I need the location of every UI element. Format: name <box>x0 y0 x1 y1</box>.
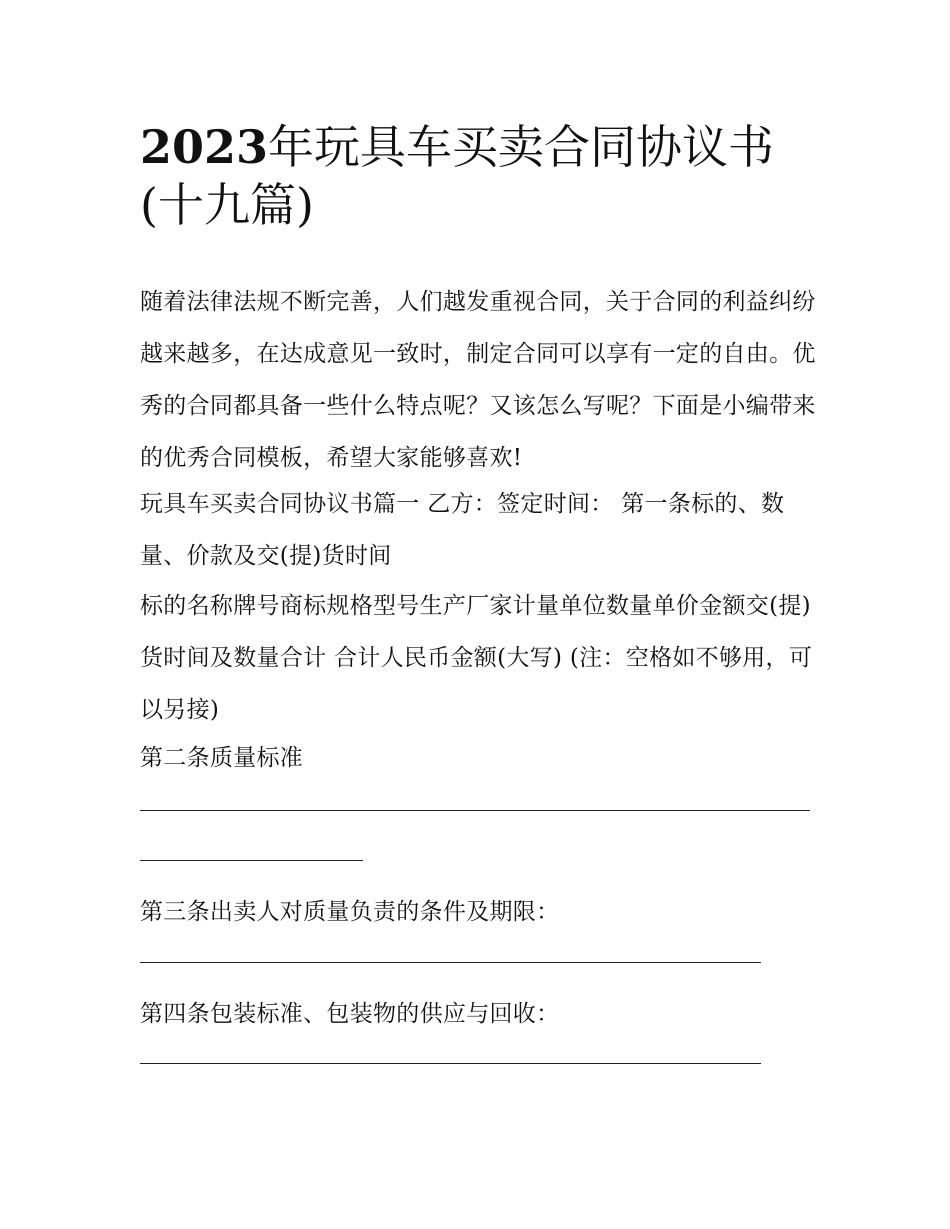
title-year: 2023 <box>140 120 269 174</box>
fill-in-line <box>140 962 761 963</box>
document-title <box>140 118 820 234</box>
fill-in-line <box>140 860 363 861</box>
fill-in-line <box>140 810 810 811</box>
section-2-heading: 第二条质量标准 <box>140 745 304 771</box>
fill-in-line <box>140 1063 761 1064</box>
section-3-heading: 第三条出卖人对质量负责的条件及期限： <box>140 899 560 925</box>
table-note-paragraph: 标的名称牌号商标规格型号生产厂家计量单位数量单价金额交(提)货时间及数量合计 合计人民币金额(大写) (注：空格如不够用，可以另接) <box>140 593 813 723</box>
title-text: 年玩具车买卖合同协议书(十九篇) <box>140 120 775 232</box>
intro-paragraph: 随着法律法规不断完善，人们越发重视合同，关于合同的利益纠纷越来越多，在达成意见一致时，制定合同可以享有一定的自由。优秀的合同都具备一些什么特点呢？又该怎么写呢？下面是小编带来的优秀合同模板，希望大家能够喜欢! <box>140 289 816 471</box>
section-4-heading: 第四条包装标准、包装物的供应与回收： <box>140 1001 560 1027</box>
section-1-heading: 玩具车买卖合同协议书篇一 乙方：签定时间： 第一条标的、数量、价款及交(提)货时间 <box>140 491 785 569</box>
